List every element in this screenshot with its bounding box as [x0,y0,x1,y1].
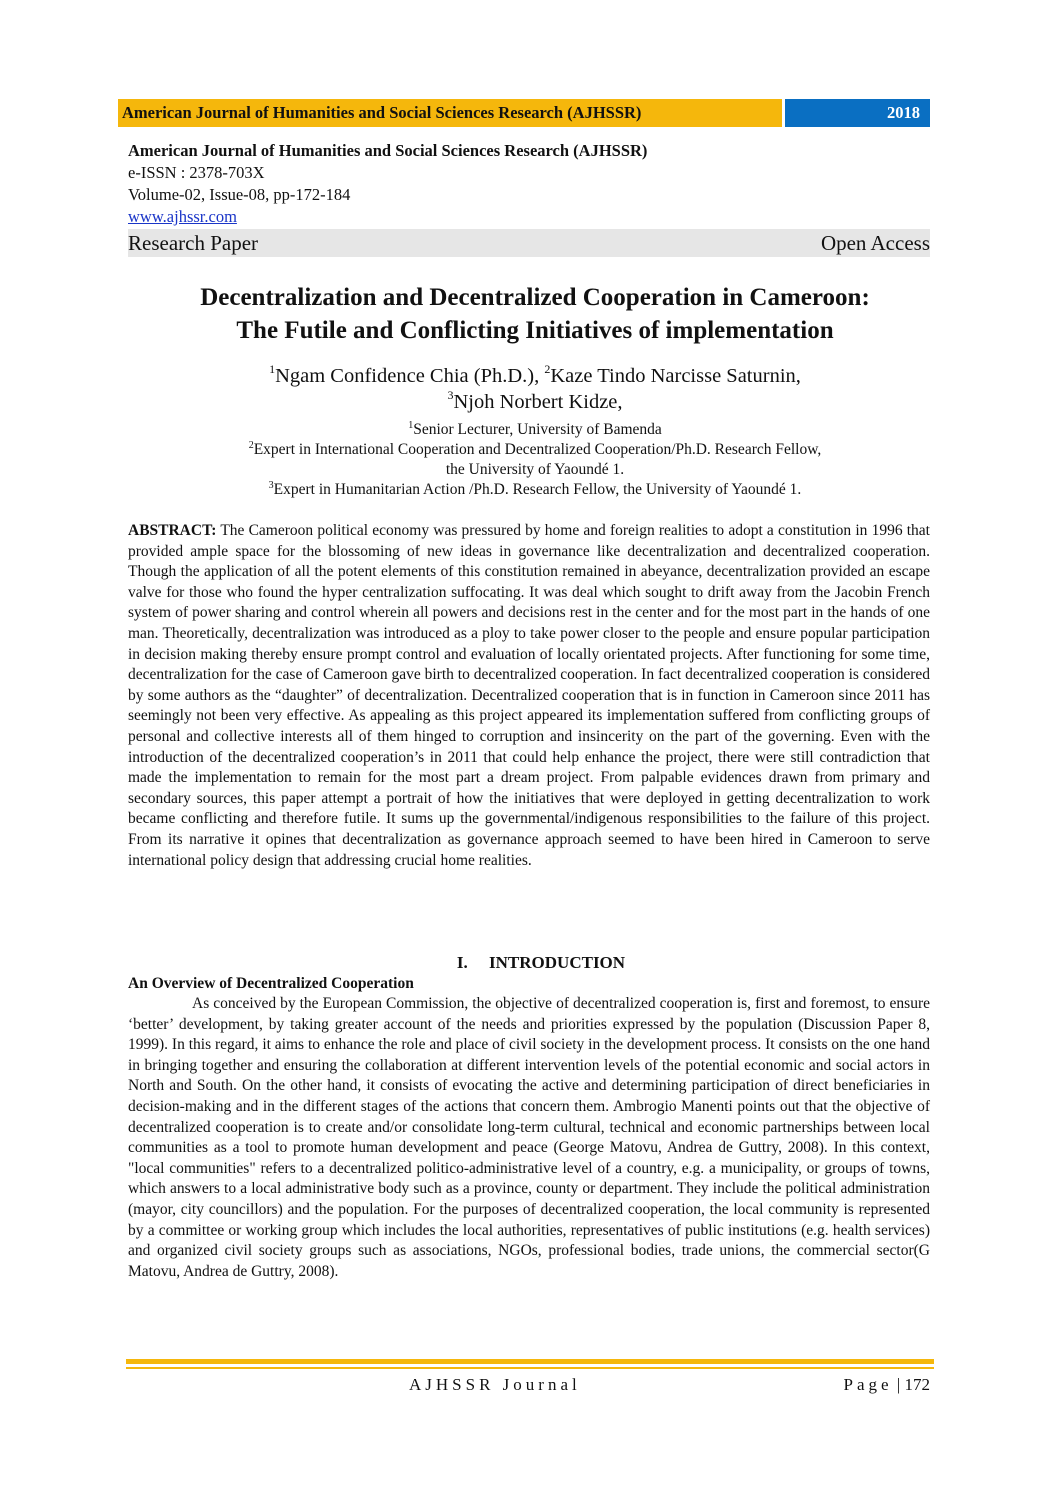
footer-page-number: | 172 [892,1375,930,1394]
subsection-heading: An Overview of Decentralized Cooperation [128,975,414,992]
affiliation-3-marker: 3 [268,480,274,491]
affiliation-2-marker: 2 [248,440,254,451]
footer-page [844,1374,930,1396]
affiliation-1-marker: 1 [408,420,414,431]
volume-issue: Volume-02, Issue-08, pp-172-184 [128,185,351,204]
paper-type: Research Paper [128,231,259,255]
author-3-marker: 3 [447,388,454,402]
access-type: Open Access [820,231,930,255]
running-header-journal: American Journal of Humanities and Social Sciences Research (AJHSSR) [118,99,782,127]
eissn: e-ISSN : 2378-703X [128,163,265,182]
author-1-marker: 1 [269,362,276,376]
introduction-paragraph: As conceived by the European Commission, the objective of decentralized cooperation is, first and foremost, to ensure ‘better’ development, by taking greater account of the needs and priorities expressed by the population (Discussion Paper 8, 1999). In this regard, it aims to enhance the role and place of civil society in the development process. It consists on the one hand in bringing together and ensuring the collaboration at different intervention levels of the potential economic and social actors in North and South. On the other hand, it consists of evocating the active and determining participation of direct beneficiaries in decision-making and in the different stages of the actions that concern them. Ambrogio Manenti points out that the objective of decentralized cooperation is to create and/or consolidate long-term cultural, technical and economic partnerships between local communities as a tool to promote human development and peace (George Matovu, Andrea de Guttry, 2008). In this context, "local communities" refers to a decentralized politico-administrative level of a country, e.g. a municipality, or groups of towns, which answers to a local administrative body such as a province, county or department. They include the political administration (mayor, city councillors) and the population. For the purposes of decentralized cooperation, the local community is represented by a committee or working group which includes the local authorities, representatives of public institutions (e.g. health services) and organized civil society groups such as associations, NGOs, professional bodies, trade unions, the commercial sector(G Matovu, Andrea de Guttry, 2008). [128,995,930,1280]
title-line-1: Decentralization and Decentralized Cooperation in Cameroon: [200,284,870,311]
abstract [128,521,930,871]
publication-meta [128,140,930,228]
footer-rule-thin [126,1367,934,1369]
paper-title [100,281,970,347]
author-2-marker: 2 [544,362,551,376]
affiliation-1: Senior Lecturer, University of Bamenda [413,421,662,438]
author-2: Kaze Tindo Narcisse Saturnin, [550,365,801,387]
footer-journal: AJHSSR Journal [409,1375,581,1394]
author-list [100,363,970,415]
journal-website-link[interactable]: www.ajhssr.com [128,207,237,226]
abstract-text: The Cameroon political economy was pressured by home and foreign realities to adopt a constitution in 1996 that provided ample space for the blossoming of new ideas in governance like decentralization and decentralized cooperation. Though the application of all the potent elements of this constitution remained in abeyance, decentralization provided an escape valve for those who found the hyper centralization suffocating. It was deal which sought to drift away from the Jacobin French system of power sharing and control wherein all powers and decisions rest in the center and for the most part in the hands of one man. Theoretically, decentralization was introduced as a ploy to take power closer to the people and ensure popular participation in decision making thereby ensure prompt control and evaluation of locally orientated projects. After functioning for some time, decentralization for the case of Cameroon gave birth to decentralized cooperation. In fact decentralized cooperation is considered by some authors as the “daughter” of decentralization. Decentralized cooperation that is in function in Cameroon since 2011 has seemingly not been very effective. As appealing as this project appeared its implementation suffered from conflicting groups of personal and collective interests all of them hinged to corruption and insincerity on the part of the governing. Even with the introduction of the decentralized cooperation’s in 2011 that could help enhance the project, there were still contradiction that made the implementation to remain for the most part a dream project. From palpable evidences drawn from primary and secondary sources, this paper attempt a portrait of how the initiatives that were deployed in getting decentralization to work became conflicting and therefore futile. It sums up the governmental/indigenous responsibilities to the failure of this project. From its narrative it opines that decentralization as governance approach seemed to have been hired in Cameroon to serve international policy design that addressing crucial home realities. [128,522,930,869]
running-header-year: 2018 [785,99,930,127]
footer-rule-thick [126,1359,934,1364]
footer-page-label: Page [843,1375,893,1394]
author-1: Ngam Confidence Chia (Ph.D.), [275,365,545,387]
journal-name: American Journal of Humanities and Social Sciences Research (AJHSSR) [128,141,648,160]
affiliation-2-line-1: Expert in International Cooperation and Decentralized Cooperation/Ph.D. Research Fellow, [253,441,822,458]
affiliation-2-line-2: the University of Yaoundé 1. [445,461,625,478]
section-heading-introduction: I. INTRODUCTION [456,953,626,972]
running-header [118,99,930,127]
paper-type-bar [128,229,930,257]
affiliations [100,420,970,500]
title-line-2: The Futile and Conflicting Initiatives of implementation [236,317,834,344]
abstract-label: ABSTRACT: [128,522,217,539]
author-3: Njoh Norbert Kidze, [453,391,623,413]
affiliation-3: Expert in Humanitarian Action /Ph.D. Research Fellow, the University of Yaoundé 1. [273,481,802,498]
